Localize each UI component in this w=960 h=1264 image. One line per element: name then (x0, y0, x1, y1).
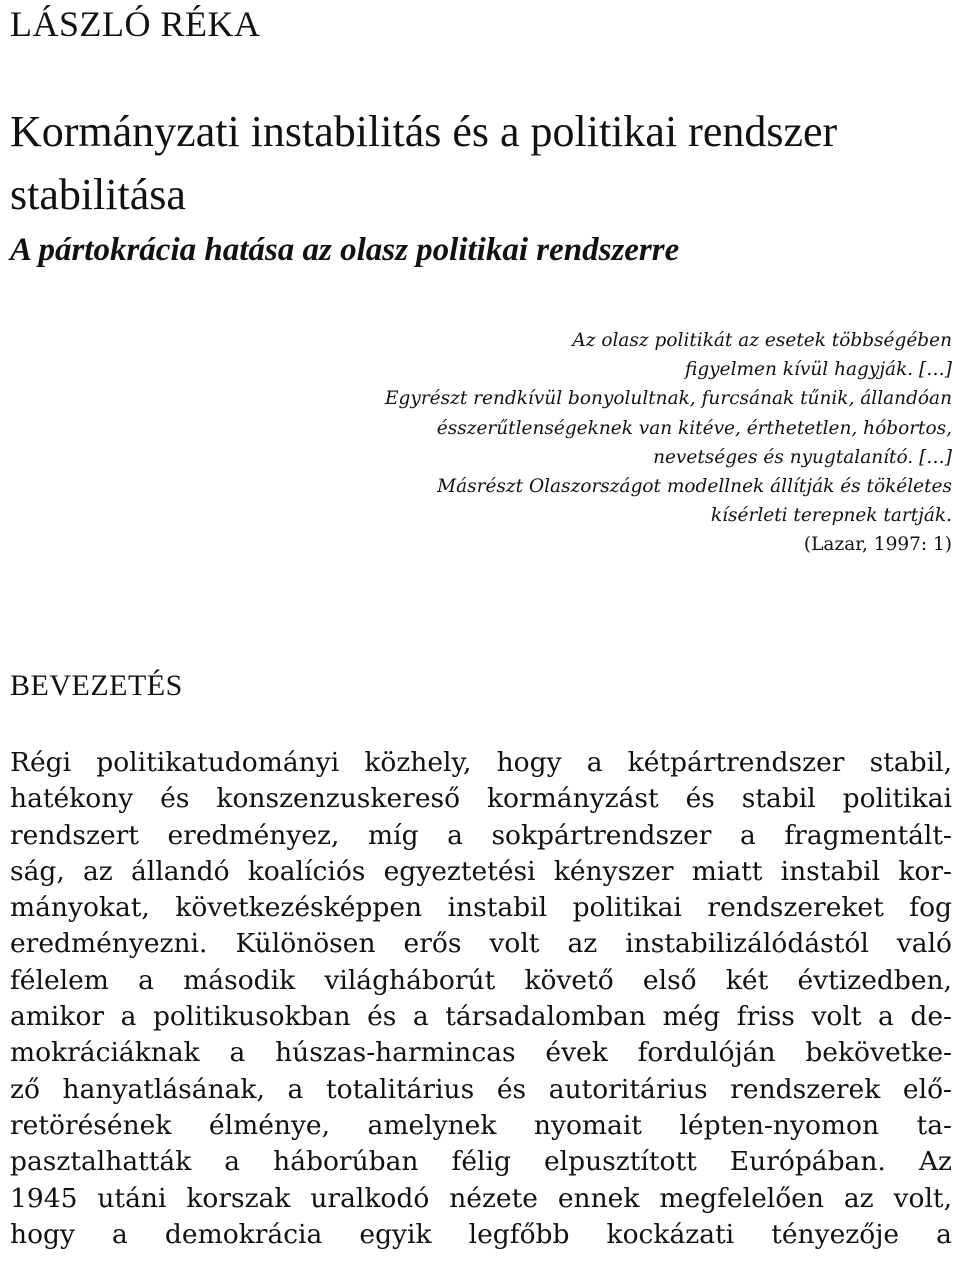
epigraph-quote (192, 326, 952, 560)
paragraph-line: 1945 utáni korszak uralkodó nézete ennek megfelelően az volt, (10, 1182, 952, 1214)
article-subtitle: A pártokrácia hatása az olasz politikai rendszerre (10, 232, 680, 268)
paragraph-line: hatékony és konszenzuskereső kormányzást és stabil politikai (10, 783, 952, 815)
paragraph-line: eredményezni. Különösen erős volt az instabilizálódástól való (10, 928, 952, 960)
paragraph-line: mokráciáknak a húszas-harmincas évek fordulóján bekövetke- (10, 1037, 952, 1069)
paragraph-line: amikor a politikusokban és a társadalomban még friss volt a de- (10, 1001, 952, 1033)
paragraph-line: hogy a demokrácia egyik legfőbb kockázati tényezője a (10, 1218, 952, 1250)
paragraph-line: pasztalhatták a háborúban félig elpusztított Európában. Az (10, 1146, 952, 1178)
document-page (10, 0, 952, 1264)
epigraph-line: Az olasz politikát az esetek többségében (572, 330, 952, 351)
epigraph-line: Másrészt Olaszországot modellnek állítják és tökéletes (437, 476, 952, 498)
paragraph-line: mányokat, következésképpen instabil politikai rendszereket fog (10, 892, 952, 924)
epigraph-citation: (Lazar, 1997: 1) (803, 534, 952, 556)
paragraph-line: félelem a második világháborút követő első két évtizedben, (10, 964, 952, 996)
paragraph-line: rendszert eredményez, míg a sokpártrendszer a fragmentált- (10, 819, 952, 851)
epigraph-line: figyelmen kívül hagyják. […] (685, 359, 952, 381)
paragraph-line: ság, az állandó koalíciós egyeztetési kényszer miatt instabil kor- (10, 855, 952, 887)
paragraph-line: retörésének élménye, amelynek nyomait lépten-nyomon ta- (10, 1109, 952, 1141)
paragraph-line: Régi politikatudományi közhely, hogy a kétpártrendszer stabil, (10, 747, 952, 778)
epigraph-line: nevetséges és nyugtalanító. […] (653, 446, 952, 468)
section-heading: BEVEZETÉS (10, 669, 183, 702)
body-paragraph (10, 745, 952, 1253)
epigraph-line: Egyrészt rendkívül bonyolultnak, furcsának tűnik, állandóan (385, 388, 952, 410)
author-name: LÁSZLÓ RÉKA (10, 4, 261, 44)
article-title: Kormányzati instabilitás és a politikai rendszer stabilitása (10, 107, 838, 219)
epigraph-line: kísérleti terepnek tartják. (710, 505, 952, 527)
epigraph-line: ésszerűtlenségeknek van kitéve, érthetetlen, hóbortos, (436, 417, 952, 439)
paragraph-line: ző hanyatlásának, a totalitárius és autoritárius rendszerek elő- (10, 1073, 952, 1105)
